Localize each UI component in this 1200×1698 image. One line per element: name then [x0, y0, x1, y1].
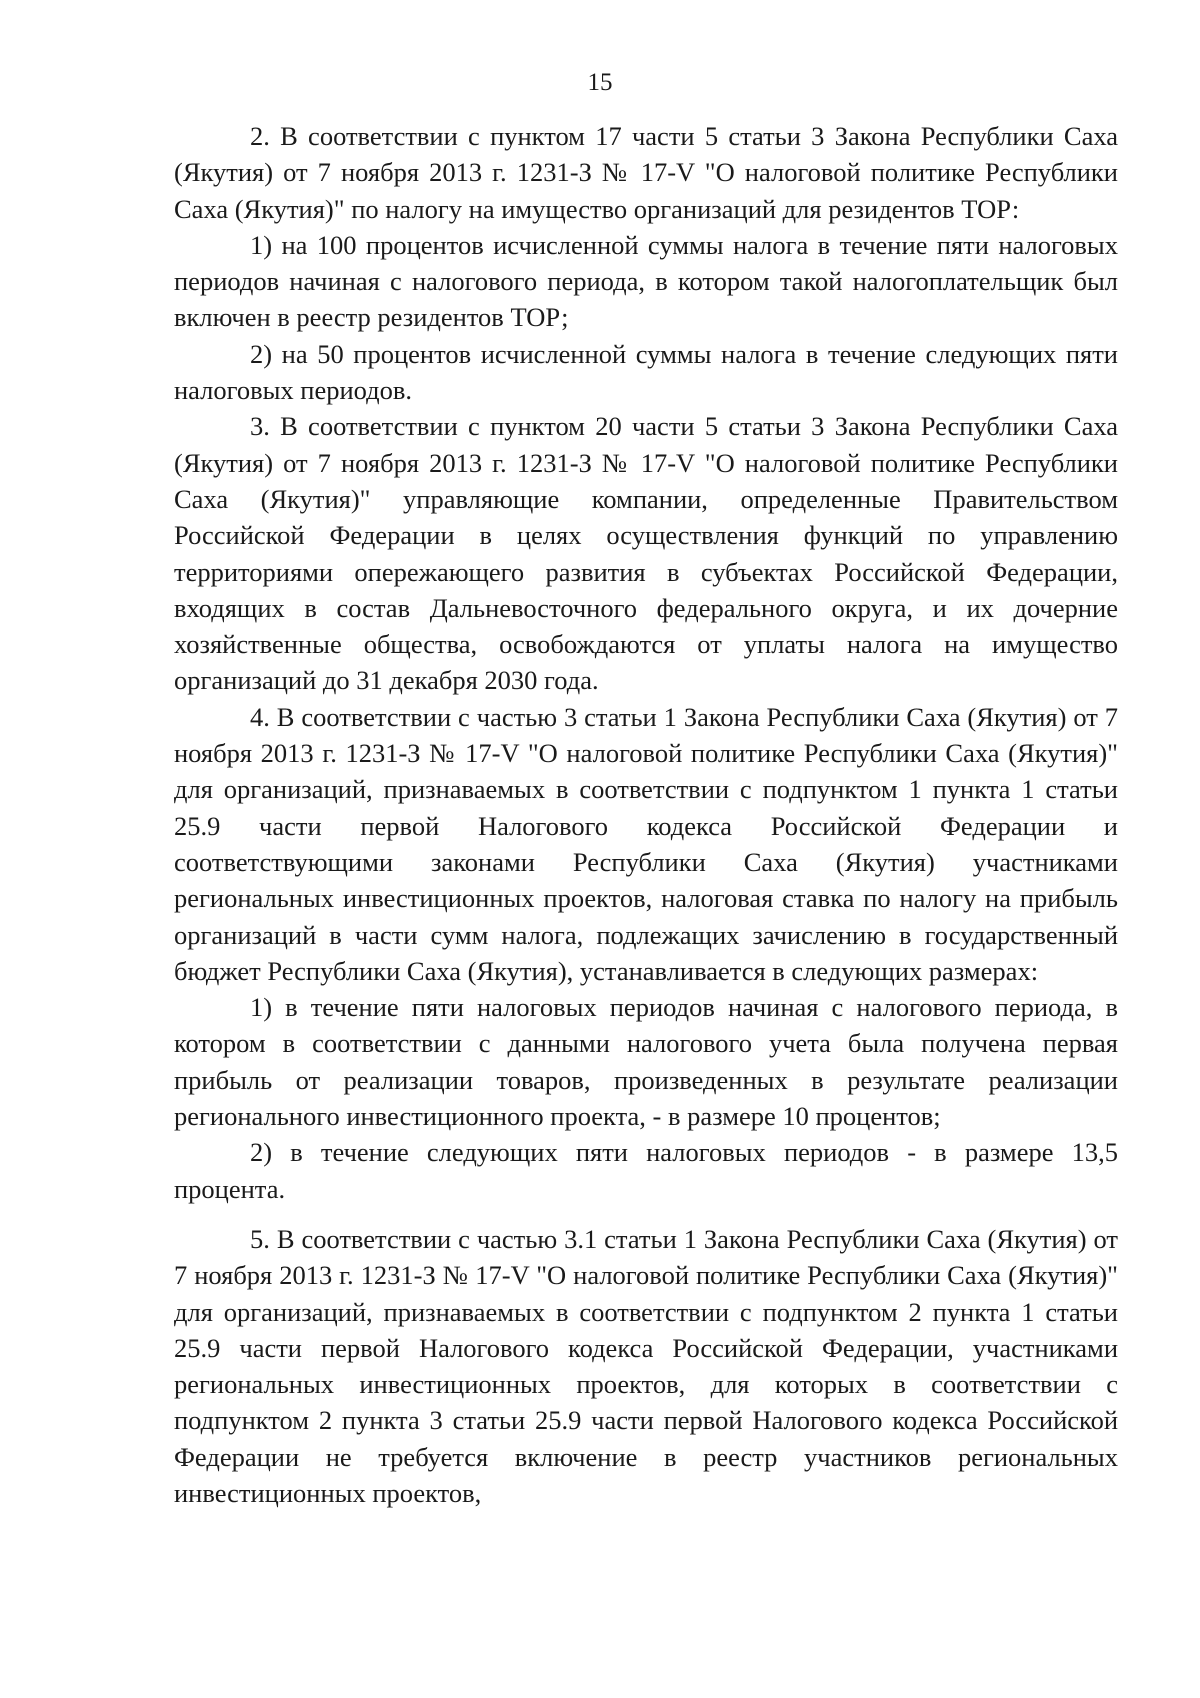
paragraph-item-3-management-companies: 3. В соответствии с пунктом 20 части 5 статьи 3 Закона Республики Саха (Якутия) от 7 ноября 2013 г. 1231-З № 17-V "О налоговой политике Республики Саха (Якутия)" управляющие компании, определенные Правительством Российской Федерации в целях осуществления функций по управлению территориями опережающего развития в субъектах Российской Федерации, входящих в состав Дальневосточного федерального округа, и их дочерние хозяйственные общества, освобождаются от уплаты налога на имущество организаций до 31 декабря 2030 года. [174, 411, 1118, 696]
page-number: 15 [587, 69, 613, 96]
paragraph-item-4-profit-tax: 4. В соответствии с частью 3 статьи 1 Закона Республики Саха (Якутия) от 7 ноября 2013 г. 1231-З № 17-V "О налоговой политике Республики Саха (Якутия)" для организаций, признаваемых в соответствии с подпунктом 1 пункта 1 статьи 25.9 части первой Налогового кодекса Российской Федерации и соответствующими законами Республики Саха (Якутия) участниками региональных инвестиционных проектов, налоговая ставка по налогу на прибыль организаций в части сумм налога, подлежащих зачислению в государственный бюджет Республики Саха (Якутия), устанавливается в следующих размерах: [174, 701, 1118, 986]
paragraph-item-2-property-tax: 2. В соответствии с пунктом 17 части 5 статьи 3 Закона Республики Саха (Якутия) от 7 ноября 2013 г. 1231-З № 17-V "О налоговой политике Республики Саха (Якутия)" по налогу на имущество организаций для резидентов ТОР: [174, 121, 1118, 224]
subparagraph-13-5-percent: 2) в течение следующих пяти налоговых периодов - в размере 13,5 процента. [174, 1137, 1118, 1204]
paragraph-item-5-investment-projects: 5. В соответствии с частью 3.1 статьи 1 Закона Республики Саха (Якутия) от 7 ноября 2013 г. 1231-З № 17-V "О налоговой политике Республики Саха (Якутия)" для организаций, признаваемых в соответствии с подпунктом 2 пункта 1 статьи 25.9 части первой Налогового кодекса Российской Федерации, участниками региональных инвестиционных проектов, для которых в соответствии с подпунктом 2 пункта 3 статьи 25.9 части первой Налогового кодекса Российской Федерации не требуется включение в реестр участников региональных инвестиционных проектов, [174, 1223, 1118, 1508]
document-body [174, 118, 1118, 1511]
subparagraph-100-percent: 1) на 100 процентов исчисленной суммы налога в течение пяти налоговых периодов начиная с налогового периода, в котором такой налогоплательщик был включен в реестр резидентов ТОР; [174, 229, 1118, 333]
subparagraph-10-percent: 1) в течение пяти налоговых периодов начиная с налогового периода, в котором в соответствии с данными налогового учета была получена первая прибыль от реализации товаров, произведенных в результате реализации регионального инвестиционного проекта, - в размере 10 процентов; [174, 992, 1118, 1132]
subparagraph-50-percent: 2) на 50 процентов исчисленной суммы налога в течение следующих пяти налоговых периодов. [174, 338, 1118, 406]
